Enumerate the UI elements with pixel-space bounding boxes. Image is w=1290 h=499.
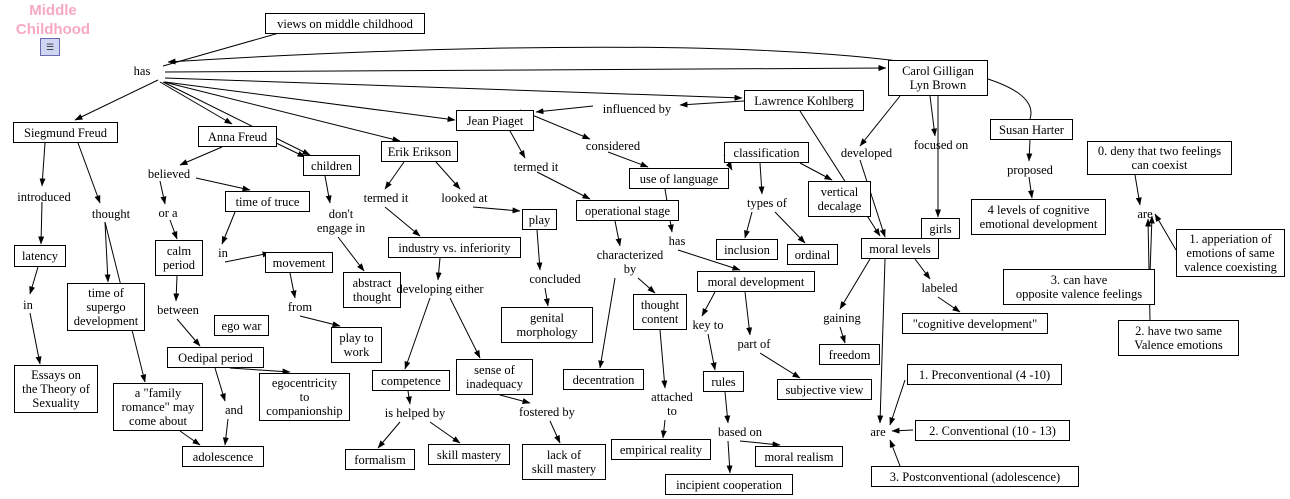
edge-from-to-playtowork [300,316,340,326]
concept-node-thought_content[interactable]: thought content [633,294,687,330]
concept-node-sense[interactable]: sense of inadequacy [456,359,533,395]
edge-morallevels-to-gaining [840,259,870,309]
concept-node-latency[interactable]: latency [14,245,66,267]
edge-between-to-oedipal [177,319,200,346]
edge-based_on-to-incipient [728,441,730,473]
edge-termed_it_1-to-opstage [537,172,590,199]
link-label-in2[interactable]: in [23,298,33,313]
concept-node-postcon[interactable]: 3. Postconventional (adolescence) [871,466,1079,487]
edge-developing_either-to-competence [405,298,430,369]
link-label-types_of[interactable]: types of [747,196,787,211]
edge-and-to-adolescence [225,419,228,445]
link-label-considered[interactable]: considered [585,139,641,154]
concept-node-piaget[interactable]: Jean Piaget [456,110,534,131]
edge-morallevels-to-labeled [915,259,930,279]
concept-node-calm[interactable]: calm period [155,240,203,276]
edge-postcon-to-are2 [890,440,900,466]
concept-node-skillmastery[interactable]: skill mastery [428,444,510,465]
edge-classification-to-vertical [800,163,832,180]
concept-node-incipient[interactable]: incipient cooperation [665,474,793,495]
link-label-are1[interactable]: are [1137,207,1153,222]
edge-carol-to-developed [860,96,900,146]
concept-map-icon: ☰ [40,38,60,56]
edge-play-to-concluded [537,230,540,270]
link-label-has[interactable]: has [133,64,151,79]
edge-looked_at-to-play [473,207,520,211]
concept-node-abstract[interactable]: abstract thought [343,272,401,308]
link-label-labeled[interactable]: labeled [921,281,958,296]
concept-node-morallevels[interactable]: moral levels [861,238,939,259]
edge-harter-to-proposed [1029,140,1030,161]
link-label-concluded[interactable]: concluded [529,272,581,287]
concept-node-competence[interactable]: competence [372,370,450,391]
concept-node-kohlberg[interactable]: Lawrence Kohlberg [744,90,864,111]
edge-oedipal-to-egocentricity [230,368,290,372]
edge-has-to-freud_s [75,80,158,120]
edge-attached_to-to-empirical [663,420,665,438]
link-label-termed_it_2[interactable]: termed it [363,191,409,206]
edge-truce-to-in [222,212,235,244]
link-label-and[interactable]: and [224,403,244,418]
edge-in-to-movement [225,253,270,262]
edge-moraldev-to-part_of [745,292,750,335]
edge-competence-to-is_helped_by [408,391,410,404]
concept-node-conven[interactable]: 2. Conventional (10 - 13) [915,420,1070,441]
concept-node-rules[interactable]: rules [703,371,744,392]
concept-node-movement[interactable]: movement [265,252,333,273]
concept-node-canhave[interactable]: 3. can have opposite valence feelings [1003,269,1155,305]
concept-node-essays[interactable]: Essays on the Theory of Sexuality [14,365,98,413]
link-label-part_of[interactable]: part of [737,337,771,352]
edge-has-to-piaget [165,82,455,120]
map-title-line2: Childhood [15,20,91,38]
concept-node-egocentricity[interactable]: egocentricity to companionship [259,373,350,421]
link-label-looked_at[interactable]: looked at [441,191,488,206]
edge-classification-to-types_of [760,163,762,194]
concept-node-lackskill[interactable]: lack of skill mastery [522,444,606,480]
concept-node-industry[interactable]: industry vs. inferiority [388,237,521,258]
concept-node-playtowork[interactable]: play to work [331,327,382,363]
edge-morallevels-to-are2 [880,259,885,423]
concept-node-vertical[interactable]: vertical decalage [808,181,871,217]
edge-erikson-to-termed_it_2 [385,162,404,189]
link-label-has2[interactable]: has [668,234,686,249]
link-label-from[interactable]: from [287,300,313,315]
concept-node-subjective[interactable]: subjective view [777,379,872,400]
concept-node-romance[interactable]: a "family romance" may come about [113,383,203,431]
concept-node-opstage[interactable]: operational stage [576,200,679,221]
concept-node-inclusion[interactable]: inclusion [716,239,778,260]
edge-has-to-carol [165,68,886,72]
concept-node-moralrealism[interactable]: moral realism [755,446,843,467]
edge-conven-to-are2 [892,430,913,431]
edge-fostered_by-to-lackskill [550,421,560,443]
link-label-key_to[interactable]: key to [692,318,724,333]
edge-dont_engage-to-abstract [338,237,364,271]
edge-thought_content-to-attached_to [660,330,665,388]
concept-node-formalism[interactable]: formalism [345,449,415,470]
concept-node-views[interactable]: views on middle childhood [265,13,425,34]
edge-anna-to-believed [180,147,222,165]
edge-moraldev-to-key_to [702,292,715,316]
concept-node-genital[interactable]: genital morphology [501,307,593,343]
concept-node-harter[interactable]: Susan Harter [990,119,1073,140]
concept-node-egowar[interactable]: ego war [214,315,269,336]
link-label-dont_engage[interactable]: don't engage in [316,207,366,235]
edge-precon-to-are2 [890,380,905,425]
concept-node-empirical[interactable]: empirical reality [611,439,711,460]
edge-believed-to-or_a [160,181,165,204]
edge-romance-to-adolescence [180,431,200,445]
link-label-based_on[interactable]: based on [717,425,763,440]
concept-node-adolescence[interactable]: adolescence [182,446,264,467]
edge-labeled-to-cogdev [938,297,960,312]
edge-calm-to-between [176,276,177,301]
concept-node-cogdev[interactable]: "cognitive development" [902,313,1048,334]
edge-industry-to-developing_either [438,258,440,280]
concept-node-carol[interactable]: Carol Gilligan Lyn Brown [888,60,988,96]
concept-node-children[interactable]: children [303,155,360,176]
edge-deny-to-are1 [1135,175,1140,205]
concept-node-deny[interactable]: 0. deny that two feelings can coexist [1087,141,1232,175]
link-label-developed[interactable]: developed [840,146,893,161]
edge-rules-to-based_on [725,392,728,423]
edge-proposed-to-levels4 [1029,177,1032,198]
edge-thought-to-supergo [105,222,108,282]
edge-introduced-to-latency [41,202,42,244]
concept-node-havetwo[interactable]: 2. have two same Valence emotions [1118,320,1239,356]
link-label-focused_on[interactable]: focused on [913,138,969,153]
link-label-are2[interactable]: are [870,425,886,440]
concept-node-uselang[interactable]: use of language [629,168,729,189]
concept-node-classification[interactable]: classification [724,142,809,163]
edge-oedipal-to-and [215,368,225,401]
link-label-or_a[interactable]: or a [158,206,178,221]
link-label-in[interactable]: in [218,246,228,261]
edge-latency-to-in2 [30,267,38,294]
edge-types_of-to-ordinal [775,212,805,243]
map-title-line1: Middle [29,2,77,19]
edge-erikson-to-looked_at [436,162,460,189]
edge-is_helped_by-to-formalism [378,422,400,448]
link-label-developing_either[interactable]: developing either [396,282,484,297]
link-label-characterized_by[interactable]: characterized by [596,248,664,276]
edge-has-to-anna [160,82,232,124]
edge-opstage-to-characterized_by [615,221,620,246]
concept-node-anna[interactable]: Anna Freud [198,126,277,147]
concept-node-truce[interactable]: time of truce [225,191,310,212]
edge-characterized_by-to-decentration [600,278,615,368]
concept-node-erikson[interactable]: Erik Erikson [381,141,458,162]
edge-freud_s-to-thought [78,143,100,203]
link-label-between[interactable]: between [157,303,199,318]
edge-movement-to-from [290,273,295,298]
concept-node-oedipal[interactable]: Oedipal period [167,347,264,368]
link-label-termed_it_1[interactable]: termed it [513,160,559,175]
edge-kohlberg-to-influenced_by [680,101,744,105]
edge-termed_it_2-to-industry [385,207,420,236]
edge-has-to-kohlberg [165,78,742,98]
edge-concluded-to-genital [545,288,548,306]
edge-key_to-to-rules [708,334,715,370]
edge-based_on-to-moralrealism [740,441,780,445]
concept-node-apperiation[interactable]: 1. apperiation of emotions of same valence coexisting [1176,229,1285,277]
link-label-believed[interactable]: believed [147,167,191,182]
concept-node-ordinal[interactable]: ordinal [787,244,838,265]
concept-node-moraldev[interactable]: moral development [697,271,815,292]
link-label-is_helped_by[interactable]: is helped by [384,406,446,421]
edge-influenced_by-to-piaget [536,106,593,112]
link-label-introduced[interactable]: introduced [17,190,71,205]
concept-node-decentration[interactable]: decentration [563,369,644,390]
link-label-fostered_by[interactable]: fostered by [519,405,575,420]
concept-node-freud_s[interactable]: Siegmund Freud [13,122,118,143]
edge-canhave-to-are1 [1150,216,1152,274]
concept-node-play[interactable]: play [522,209,557,230]
edge-children-to-dont_engage [325,176,330,203]
map-title [8,2,98,40]
edge-in2-to-essays [30,313,40,364]
edge-kohlberg-to-morallevels [800,111,880,236]
link-label-proposed[interactable]: proposed [1007,163,1053,178]
concept-node-precon[interactable]: 1. Preconventional (4 -10) [907,364,1062,385]
link-label-influenced_by[interactable]: influenced by [602,102,672,117]
edge-gaining-to-freedom [840,327,845,343]
edge-apperiation-to-are1 [1155,214,1176,250]
edge-is_helped_by-to-skillmastery [430,422,460,443]
concept-node-girls[interactable]: girls [921,218,960,239]
link-label-gaining[interactable]: gaining [823,311,861,326]
edge-developing_either-to-sense [450,298,480,358]
edge-characterized_by-to-thought_content [638,278,655,293]
concept-node-freedom[interactable]: freedom [819,344,880,365]
edge-sense-to-fostered_by [500,395,530,403]
edge-carol-to-focused_on [930,96,935,136]
link-label-thought[interactable]: thought [91,207,131,222]
edge-believed-to-truce [196,178,250,190]
concept-node-levels4[interactable]: 4 levels of cognitive emotional development [971,199,1106,235]
edge-types_of-to-inclusion [745,212,752,238]
edge-freud_s-to-introduced [42,143,45,186]
concept-node-supergo[interactable]: time of supergo development [67,283,145,331]
edge-part_of-to-subjective [760,353,800,378]
edge-or_a-to-calm [170,220,177,239]
link-label-attached_to[interactable]: attached to [651,390,693,418]
